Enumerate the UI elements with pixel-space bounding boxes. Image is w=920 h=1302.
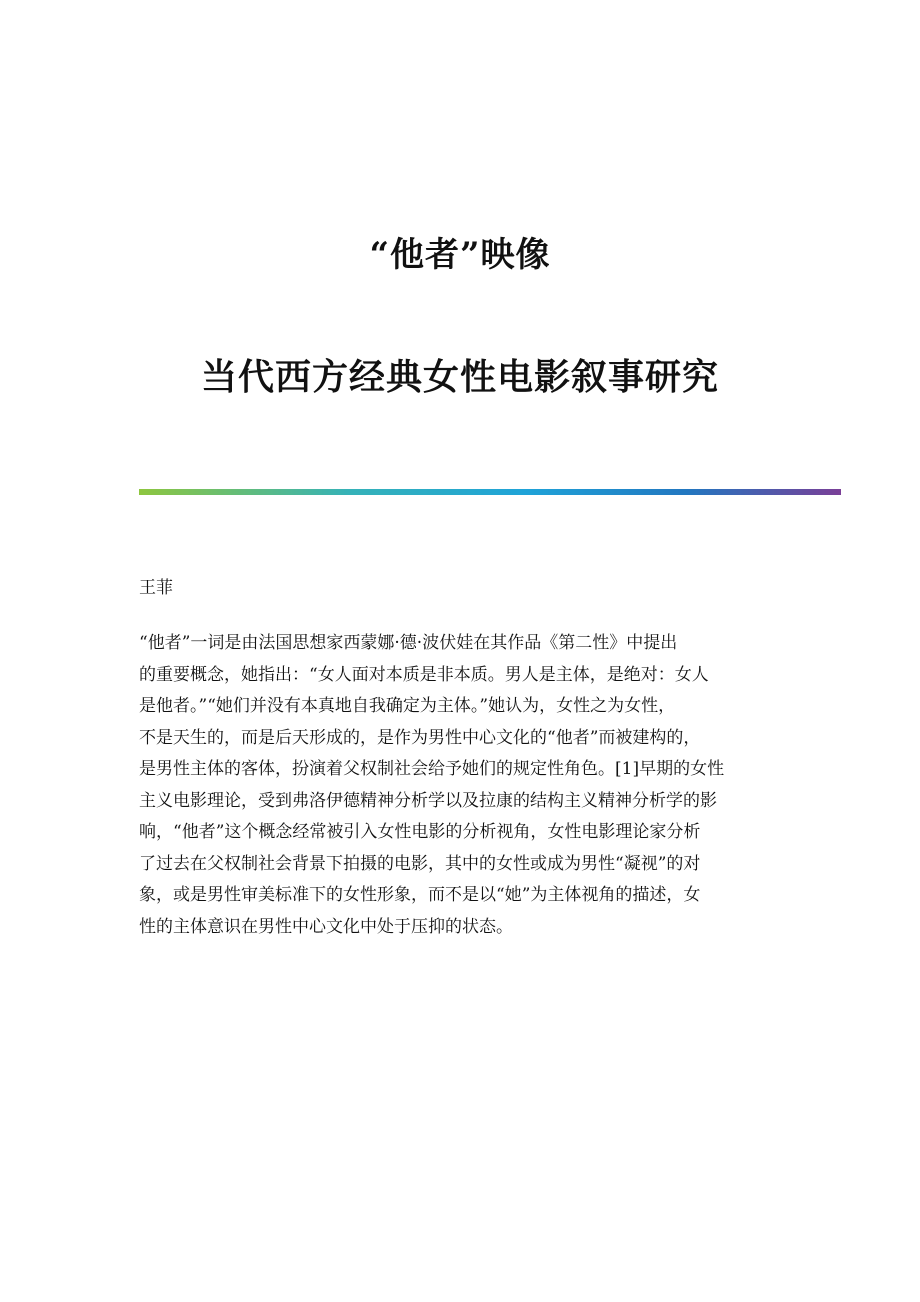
paragraph-line: 响，“他者”这个概念经常被引入女性电影的分析视角，女性电影理论家分析 <box>139 822 701 842</box>
gradient-divider <box>139 489 841 495</box>
paragraph-line: 是他者。”“她们并没有本真地自我确定为主体。”她认为，女性之为女性， <box>139 696 676 716</box>
paragraph-line: 了过去在父权制社会背景下拍摄的电影，其中的女性或成为男性“凝视”的对 <box>139 853 701 874</box>
document-title: “他者”映像 <box>369 234 551 275</box>
paragraph-line: “他者”一词是由法国思想家西蒙娜·德·波伏娃在其作品《第二性》中提出 <box>139 633 678 653</box>
author-name: 王菲 <box>139 578 173 598</box>
paragraph-line: 性的主体意识在男性中心文化中处于压抑的状态。 <box>139 916 513 937</box>
body-paragraph <box>139 628 789 943</box>
paragraph-line: 的重要概念，她指出：“女人面对本质是非本质。男人是主体，是绝对：女人 <box>139 664 709 685</box>
paragraph-line: 不是天生的，而是后天形成的，是作为男性中心文化的“他者”而被建构的， <box>139 727 701 748</box>
paragraph-line: 是男性主体的客体，扮演着父权制社会给予她们的规定性角色。[1]早期的女性 <box>139 759 725 779</box>
document-subtitle: 当代西方经典女性电影叙事研究 <box>200 355 719 398</box>
paragraph-line: 主义电影理论，受到弗洛伊德精神分析学以及拉康的结构主义精神分析学的影 <box>139 790 717 811</box>
paragraph-line: 象，或是男性审美标准下的女性形象，而不是以“她”为主体视角的描述，女 <box>139 885 701 905</box>
